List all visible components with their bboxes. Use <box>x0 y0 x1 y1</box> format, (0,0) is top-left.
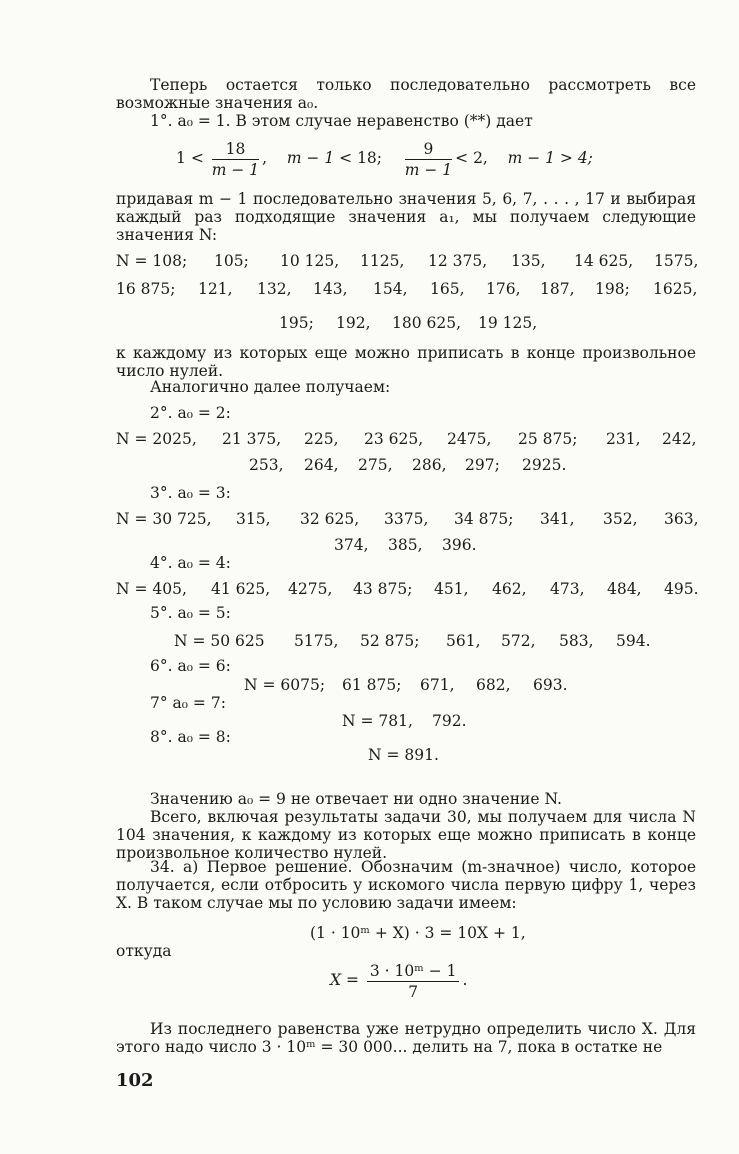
value-item: 61 875; <box>342 676 402 694</box>
value-item: 10 125, <box>280 252 340 270</box>
frac2-numerator: 9 <box>405 139 452 160</box>
value-item: 132, <box>257 280 292 298</box>
case-3-heading: 3°. a₀ = 3: <box>150 484 231 502</box>
value-item: 41 625, <box>211 580 271 598</box>
value-item: 105; <box>214 252 249 270</box>
fraction-x-numerator: 3 · 10ᵐ − 1 <box>367 961 460 982</box>
value-item: 451, <box>434 580 469 598</box>
value-item: 396. <box>442 536 477 554</box>
value-item: N = 50 625 <box>174 632 265 650</box>
value-item: 14 625, <box>574 252 634 270</box>
ineq-m-1: m − 1 <box>286 149 335 167</box>
paragraph-k-kazhdomu: к каждому из которых еще можно приписать в конце произвольное число нулей. <box>116 344 696 380</box>
ineq-lt-2: < 2, <box>455 149 488 167</box>
value-item: 43 875; <box>353 580 413 598</box>
value-item: 286, <box>412 456 447 474</box>
value-item: 198; <box>595 280 630 298</box>
value-item: 561, <box>446 632 481 650</box>
value-item: 583, <box>559 632 594 650</box>
value-item: N = 30 725, <box>116 510 212 528</box>
value-item: 473, <box>550 580 585 598</box>
ineq-gt-4: m − 1 > 4; <box>507 149 593 167</box>
equation-2-end: . <box>462 971 468 989</box>
value-item: 195; <box>279 314 314 332</box>
case-7-heading: 7° a₀ = 7: <box>150 694 226 712</box>
value-item: 374, <box>334 536 369 554</box>
inequality-line <box>176 136 593 180</box>
value-item: 52 875; <box>360 632 420 650</box>
paragraph-problem-34: 34. а) Первое решение. Обозначим (m-значное) число, которое получается, если отбросить у искомого числа первую цифру 1, через X. В таком случае мы по условию задачи имеем: <box>116 858 696 912</box>
case-5-heading: 5°. a₀ = 5: <box>150 604 231 622</box>
value-item: 25 875; <box>518 430 578 448</box>
value-item: 275, <box>358 456 393 474</box>
value-item: 16 875; <box>116 280 176 298</box>
value-item: 180 625, <box>392 314 462 332</box>
case-6-heading: 6°. a₀ = 6: <box>150 657 231 675</box>
value-item: 4275, <box>288 580 333 598</box>
ineq-one: 1 <box>176 149 186 167</box>
value-item: 2925. <box>522 456 567 474</box>
value-item: 682, <box>476 676 511 694</box>
value-item: 264, <box>304 456 339 474</box>
case-4-heading: 4°. a₀ = 4: <box>150 554 231 572</box>
value-item: 315, <box>236 510 271 528</box>
value-item: 385, <box>388 536 423 554</box>
paragraph-analogichno: Аналогично далее получаем: <box>150 378 391 396</box>
value-item: 792. <box>432 712 467 730</box>
value-item: 1125, <box>360 252 405 270</box>
value-item: 495. <box>664 580 699 598</box>
value-item: N = 891. <box>368 746 439 764</box>
value-item: 484, <box>607 580 642 598</box>
value-item: 231, <box>606 430 641 448</box>
value-item: 192, <box>336 314 371 332</box>
value-item: 297; <box>465 456 500 474</box>
value-item: 341, <box>540 510 575 528</box>
paragraph-vsego: Всего, включая результаты задачи 30, мы получаем для числа N 104 значения, к каждому из которых еще можно приписать в конце произвольное количество нулей. <box>116 808 696 862</box>
value-item: 121, <box>198 280 233 298</box>
equation-2 <box>330 958 467 1002</box>
paragraph-intro: Теперь остается только последовательно рассмотреть все возможные значения a₀. <box>116 76 696 112</box>
equation-1: (1 · 10ᵐ + X) · 3 = 10X + 1, <box>310 924 526 942</box>
value-item: 23 625, <box>364 430 424 448</box>
value-item: 143, <box>313 280 348 298</box>
value-item: 3375, <box>384 510 429 528</box>
value-item: 572, <box>501 632 536 650</box>
value-item: 135, <box>511 252 546 270</box>
ineq-comma: , <box>262 149 268 167</box>
value-item: 225, <box>304 430 339 448</box>
value-item: 32 625, <box>300 510 360 528</box>
value-item: 363, <box>664 510 699 528</box>
value-item: 671, <box>420 676 455 694</box>
value-item: 187, <box>540 280 575 298</box>
paragraph-iz-poslednego: Из последнего равенства уже нетрудно определить число X. Для этого надо число 3 · 10ᵐ = 30 000... делить на 7, пока в остатке не <box>116 1020 696 1056</box>
ineq-lt: < <box>190 149 204 167</box>
value-item: 165, <box>430 280 465 298</box>
value-item: 176, <box>486 280 521 298</box>
value-item: N = 108; <box>116 252 188 270</box>
frac1-denominator: m − 1 <box>211 160 260 179</box>
value-item: N = 405, <box>116 580 187 598</box>
value-item: 352, <box>603 510 638 528</box>
fraction-x-denominator: 7 <box>408 982 419 1001</box>
value-item: 1625, <box>653 280 698 298</box>
case-1-heading: 1°. a₀ = 1. В этом случае неравенство (**) дает <box>150 112 533 130</box>
value-item: 21 375, <box>222 430 282 448</box>
fraction-9-over-m-1 <box>405 139 452 180</box>
value-item: 594. <box>616 632 651 650</box>
frac1-numerator: 18 <box>212 139 259 160</box>
ineq-lt-18: < 18; <box>339 149 383 167</box>
case-8-heading: 8°. a₀ = 8: <box>150 728 231 746</box>
value-item: N = 6075; <box>244 676 326 694</box>
value-item: N = 781, <box>342 712 413 730</box>
value-item: 693. <box>533 676 568 694</box>
value-item: 154, <box>373 280 408 298</box>
value-item: 462, <box>492 580 527 598</box>
case-2-heading: 2°. a₀ = 2: <box>150 404 231 422</box>
value-item: 34 875; <box>454 510 514 528</box>
value-item: 19 125, <box>478 314 538 332</box>
fraction-18-over-m-1 <box>212 139 259 180</box>
paragraph-pridavaya: придавая m − 1 последовательно значения 5, 6, 7, . . . , 17 и выбирая каждый раз подходящие значения a₁, мы получаем следующие значения N: <box>116 190 696 244</box>
value-item: 242, <box>662 430 697 448</box>
value-item: N = 2025, <box>116 430 197 448</box>
frac2-denominator: m − 1 <box>404 160 453 179</box>
paragraph-znacheniyu: Значению a₀ = 9 не отвечает ни одно значение N. <box>150 790 562 808</box>
equation-2-lhs: X = <box>330 971 359 989</box>
value-item: 2475, <box>447 430 492 448</box>
value-item: 1575, <box>654 252 699 270</box>
value-item: 253, <box>249 456 284 474</box>
fraction-x <box>367 961 460 1002</box>
value-item: 5175, <box>294 632 339 650</box>
value-item: 12 375, <box>428 252 488 270</box>
word-otkuda: откуда <box>116 942 172 960</box>
page-number: 102 <box>116 1070 154 1091</box>
